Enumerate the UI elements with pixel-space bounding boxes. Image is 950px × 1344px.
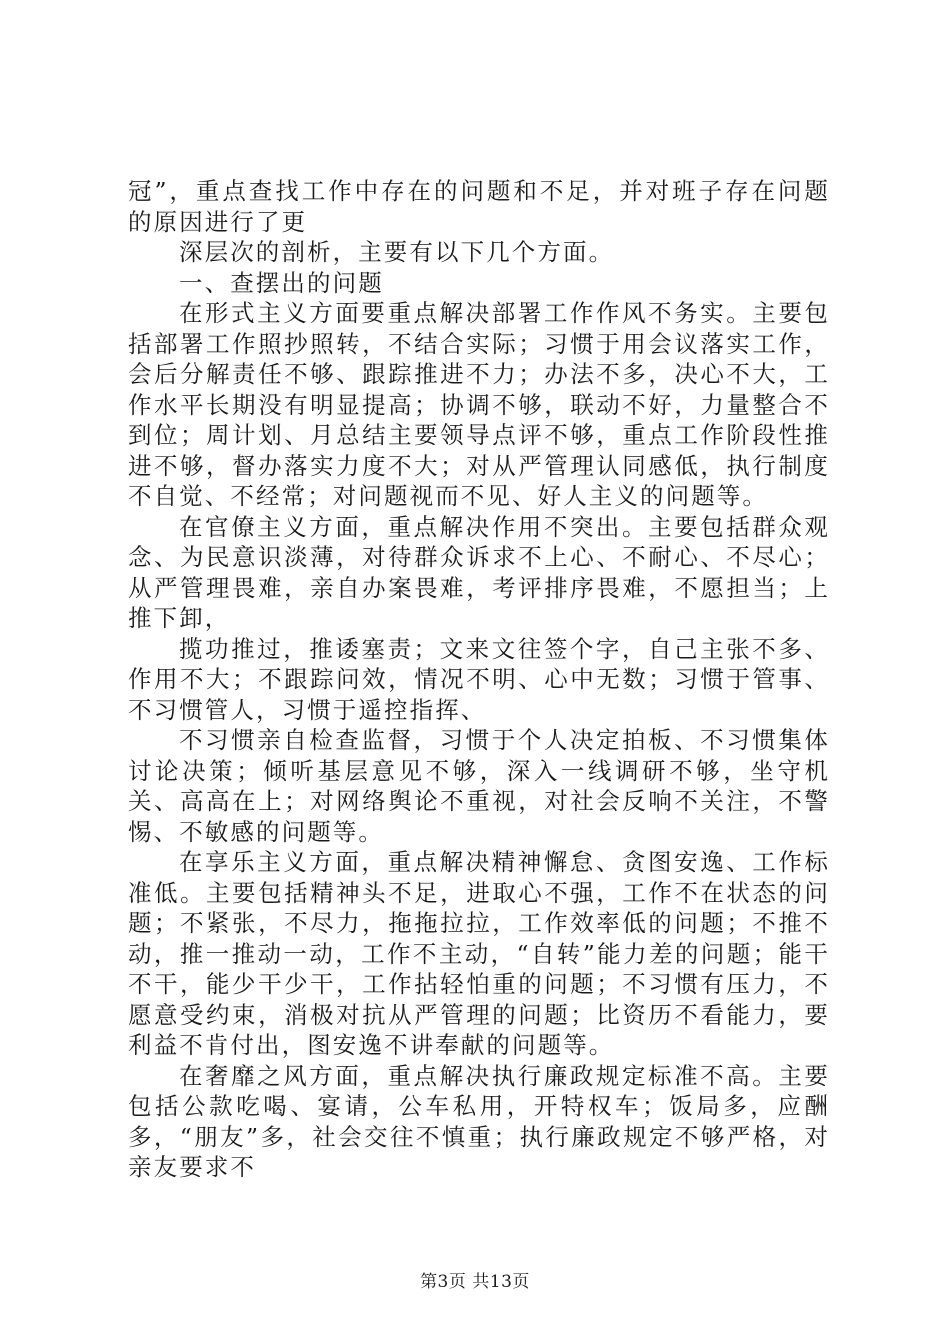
paragraph-hedonism: 在享乐主义方面，重点解决精神懈怠、贪图安逸、工作标准低。主要包括精神头不足，进取心不强，工作不在状态的问题；不紧张，不尽力，拖拖拉拉，工作效率低的问题；不推不动，推一推动一动，工作不主动，“自转”能力差的问题；能干不干，能少干少干，工作拈轻怕重的问题；不习惯有压力，不愿意受约束，消极对抗从严管理的问题；比资历不看能力，要利益不肯付出，图安逸不讲奉献的问题等。: [128, 848, 830, 1059]
page-number-label: 第3页 共13页: [420, 1272, 530, 1292]
document-body: [128, 176, 830, 1183]
paragraph-bureaucratism-cont-2: 不习惯亲自检查监督，习惯于个人决定拍板、不习惯集体讨论决策；倾听基层意见不够，深入一线调研不够，坐守机关、高高在上；对网络舆论不重视，对社会反响不关注，不警惕、不敏感的问题等。: [128, 726, 830, 846]
paragraph-continuation: 冠”，重点查找工作中存在的问题和不足，并对班子存在问题的原因进行了更: [128, 177, 830, 236]
paragraph-bureaucratism: 在官僚主义方面，重点解决作用不突出。主要包括群众观念、为民意识淡薄，对待群众诉求不上心、不耐心、不尽心；从严管理畏难，亲自办案畏难，考评排序畏难，不愿担当；上推下卸，: [128, 512, 830, 632]
paragraph-analysis-intro: 深层次的剖析，主要有以下几个方面。: [179, 238, 615, 266]
page-footer: [0, 1271, 950, 1293]
paragraph-bureaucratism-cont-1: 揽功推过，推诿塞责；文来文往签个字，自己主张不多、作用不大；不跟踪问效，情况不明、心中无数；习惯于管事、不习惯管人，习惯于遥控指挥、: [128, 634, 830, 724]
section-heading-problems: 一、查摆出的问题: [179, 268, 384, 297]
paragraph-extravagance: 在奢靡之风方面，重点解决执行廉政规定标准不高。主要包括公款吃喝、宴请，公车私用，开特权车；饭局多，应酬多，“朋友”多，社会交往不慎重；执行廉政规定不够严格，对亲友要求不: [128, 1061, 830, 1181]
paragraph-formalism: 在形式主义方面要重点解决部署工作作风不务实。主要包括部署工作照抄照转，不结合实际；习惯于用会议落实工作，会后分解责任不够、跟踪推进不力；办法不多，决心不大，工作水平长期没有明显提高；协调不够，联动不好，力量整合不到位；周计划、月总结主要领导点评不够，重点工作阶段性推进不够，督办落实力度不大；对从严管理认同感低，执行制度不自觉、不经常；对问题视而不见、好人主义的问题等。: [128, 299, 830, 510]
